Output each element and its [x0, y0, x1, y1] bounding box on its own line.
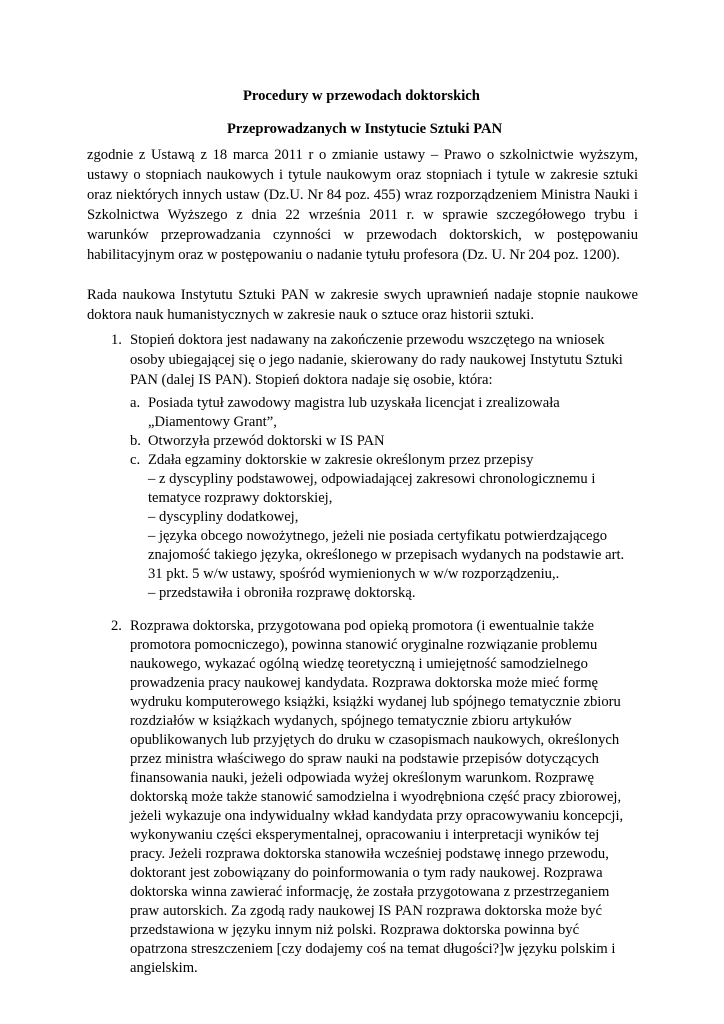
item-text-line: finansowania nauki, jeżeli odpowiada wyżej określonym warunkom. Rozprawę — [130, 770, 595, 786]
item-text-line: pracy. Jeżeli rozprawa doktorska stanowiła wcześniej podstawę innego przewodu, — [130, 846, 609, 862]
item-text-line: opatrzona streszczeniem [czy dodajemy coś na temat długości?]w języku polskim i — [130, 941, 616, 957]
item-text-line: opublikowanych lub przyjętych do druku w czasopismach naukowych, określonych — [130, 732, 620, 748]
item-text-line: Stopień doktora jest nadawany na zakończenie przewodu wszczętego na wniosek — [130, 332, 605, 348]
intro-line: ustawy o stopniach naukowych i tytule naukowym oraz stopniach i tytule w zakresie sztuki — [87, 167, 638, 183]
item-text-line: przedstawiona w języku innym niż polski. Rozprawa doktorska powinna być — [130, 922, 580, 938]
item-text-line: praw autorskich. Za zgodą rady naukowej IS PAN rozprawa doktorska może być — [130, 903, 602, 919]
item-text-line: osoby ubiegającej się o jego nadanie, skierowany do rady naukowej Instytutu Sztuki — [130, 352, 623, 368]
subitem-text-line: – przedstawiła i obroniła rozprawę doktorską. — [148, 585, 416, 601]
subitem-letter: b. — [130, 433, 141, 449]
subitem-text-line: Posiada tytuł zawodowy magistra lub uzyskała licencjat i zrealizowała — [148, 395, 560, 411]
item-text-line: doktorant jest zobowiązany do poinformowania o tym rady naukowej. Rozprawa — [130, 865, 603, 881]
subitem-text-line: „Diamentowy Grant”, — [148, 414, 277, 430]
subitem-text-line: – języka obcego nowożytnego, jeżeli nie posiada certyfikatu potwierdzającego — [148, 528, 608, 544]
item-text-line: naukowego, wykazać ogólną wiedzę teoretyczną i umiejętność samodzielnego — [130, 656, 588, 672]
item-number: 2. — [111, 618, 122, 634]
intro-line: oraz niektórych innych ustaw (Dz.U. Nr 84 poz. 455) wraz rozporządzeniem Ministra Nauki i — [87, 187, 638, 203]
item-text-line: PAN (dalej IS PAN). Stopień doktora nadaje się osobie, która: — [130, 372, 493, 388]
subitem-text-line: – dyscypliny dodatkowej, — [148, 509, 299, 525]
subitem-letter: a. — [130, 395, 141, 411]
item-text-line: Rozprawa doktorska, przygotowana pod opieką promotora (i ewentualnie także — [130, 618, 594, 634]
item-text-line: doktorską może także stanowić samodzielna i wyodrębniona część pracy zbiorowej, — [130, 789, 622, 805]
item-text-line: rozdziałów w książkach wydanych, spójnego tematycznie zbioru artykułów — [130, 713, 572, 729]
subitem-text-line: – z dyscypliny podstawowej, odpowiadającej zakresowi chronologicznemu i — [148, 471, 596, 487]
subitem-text-line: tematyce rozprawy doktorskiej, — [148, 490, 333, 506]
item-text-line: angielskim. — [130, 960, 198, 976]
subitem-text-line: znajomość takiego języka, określonego w przepisach wydanych na podstawie art. — [148, 547, 625, 563]
subitem-text-line: 31 pkt. 5 w/w ustawy, spośród wymienionych w w/w rozporządzeniu,. — [148, 566, 560, 582]
council-line: Rada naukowa Instytutu Sztuki PAN w zakresie swych uprawnień nadaje stopnie naukowe — [87, 287, 638, 303]
item-text-line: promotora pomocniczego), powinna stanowić oryginalne rozwiązanie problemu — [130, 637, 598, 653]
intro-line: warunków przeprowadzania czynności w przewodach doktorskich, w postępowaniu — [87, 227, 638, 243]
document-subtitle: Przeprowadzanych w Instytucie Sztuki PAN — [227, 121, 503, 137]
item-text-line: prowadzenia pracy naukowej kandydata. Rozprawa doktorska może mieć formę — [130, 675, 599, 691]
item-text-line: wykonywaniu części eksperymentalnej, opracowaniu i interpretacji wyników tej — [130, 827, 600, 843]
item-text-line: jeżeli wykazuje ona indywidualny wkład kandydata przy opracowywaniu koncepcji, — [130, 808, 624, 824]
council-line: doktora nauk humanistycznych w zakresie nauk o sztuce oraz historii sztuki. — [87, 307, 534, 323]
subitem-text-line: Otworzyła przewód doktorski w IS PAN — [148, 433, 385, 449]
document-title: Procedury w przewodach doktorskich — [243, 88, 480, 104]
item-text-line: doktorska winna zawierać informację, że została przygotowana z przestrzeganiem — [130, 884, 610, 900]
intro-line: Szkolnictwa Wyższego z dnia 22 września 2011 r. w sprawie szczegółowego trybu i — [87, 207, 638, 223]
item-text-line: wydruku komputerowego książki, książki wydanej lub spójnego tematycznie zbioru — [130, 694, 621, 710]
intro-line: habilitacyjnym oraz w postępowaniu o nadanie tytułu profesora (Dz. U. Nr 204 poz. 1200). — [87, 247, 620, 263]
item-number: 1. — [111, 332, 122, 348]
subitem-letter: c. — [130, 452, 141, 468]
subitem-text-line: Zdała egzaminy doktorskie w zakresie określonym przez przepisy — [148, 452, 534, 468]
intro-line: zgodnie z Ustawą z 18 marca 2011 r o zmianie ustawy – Prawo o szkolnictwie wyższym, — [87, 147, 638, 163]
item-text-line: przez ministra właściwego do spraw nauki na podstawie przepisów dotyczących — [130, 751, 599, 767]
